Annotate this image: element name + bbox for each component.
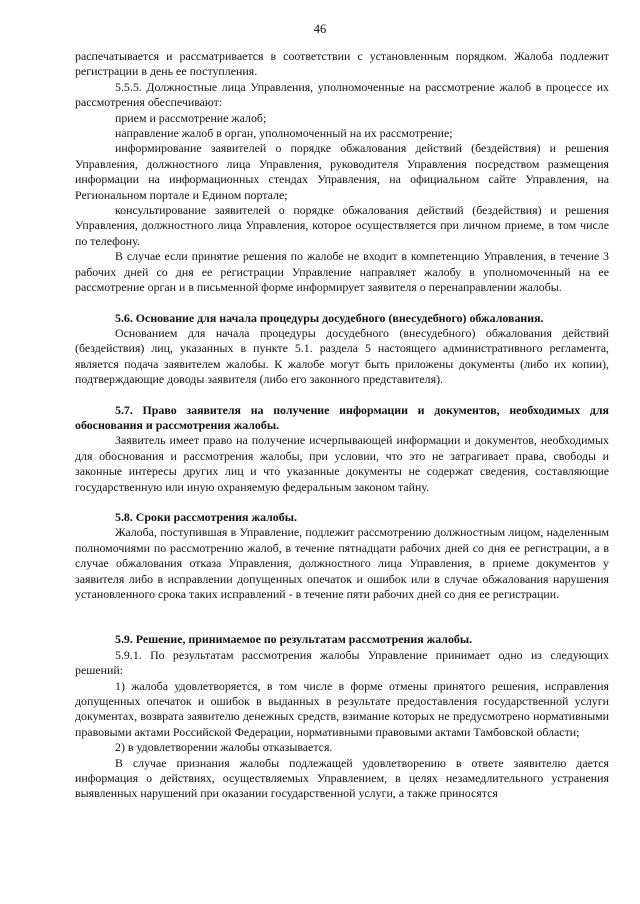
paragraph: направление жалоб в орган, уполномоченный на их рассмотрение; [115, 126, 453, 141]
paragraph: 5.9.1. По результатам рассмотрения жалобы Управление принимает одно из следующих решений: [75, 647, 609, 678]
section-heading: 5.9. Решение, принимаемое по результатам рассмотрения жалобы. [115, 632, 473, 647]
section-heading: 5.6. Основание для начала процедуры досудебного (внесудебного) обжалования. [115, 310, 544, 325]
document-body [75, 49, 609, 802]
section-spacer [75, 296, 609, 311]
paragraph: Основанием для начала процедуры досудебного (внесудебного) обжалования действий (бездействия) лиц, указанных в пункте 5.1. раздела 5 настоящего административного регламента, является подача заявителем жалобы. К жалобе могут быть приложены документы (либо их копии), подтверждающие доводы заявителя (либо его законного представителя). [75, 325, 609, 387]
paragraph: 1) жалоба удовлетворяется, в том числе в форме отмены принятого решения, исправления допущенных опечаток и ошибок в выданных в результате предоставления государственной услуги документах, возврата заявителю денежных средств, взимание которых не предусмотрено нормативными правовыми актами Российской Федерации, нормативными правовыми актами Тамбовской области; [75, 678, 609, 739]
paragraph: Жалоба, поступившая в Управление, подлежит рассмотрению должностным лицом, наделенным полномочиями по рассмотрению жалоб, в течение пятнадцати рабочих дней со дня ее регистрации, а в случае обжалования отказа Управления, должностного лица Управления, в приеме документов у заявителя либо в исправлении допущенных опечаток и ошибок или в случае обжалования нарушения установленного срока таких исправлений - в течение пяти рабочих дней со дня ее регистрации. [75, 525, 609, 601]
page-number: 46 [313, 22, 327, 36]
paragraph: прием и рассмотрение жалоб; [115, 110, 267, 125]
section-spacer [75, 388, 609, 403]
section-spacer [75, 495, 609, 510]
paragraph: консультирование заявителей о порядке обжалования действий (бездействия) и решения Управления, должностного лица Управления, которое осуществляется при личном приеме, в том числе по телефону. [75, 203, 609, 248]
paragraph: 5.5.5. Должностные лица Управления, уполномоченные на рассмотрение жалоб в процессе их рассмотрения обеспечивают: [75, 79, 609, 110]
section-spacer [75, 602, 609, 632]
paragraph: 2) в удовлетворении жалобы отказывается. [115, 740, 333, 755]
section-heading: 5.8. Сроки рассмотрения жалобы. [115, 509, 297, 524]
paragraph: распечатывается и рассматривается в соответствии с установленным порядком. Жалоба подлежит регистрации в день ее поступления. [75, 49, 609, 79]
paragraph: В случае признания жалобы подлежащей удовлетворению в ответе заявителю дается информация о действиях, осуществляемых Управлением, в целях незамедлительного устранения выявленных нарушений при оказании государственной услуги, а также приносятся [75, 755, 609, 801]
paragraph: информирование заявителей о порядке обжалования действий (бездействия) и решения Управления, должностного лица Управления, руководителя Управления посредством размещения информации на информационных стендах Управления, на официальном сайте Управления, на Региональном портале и Едином портале; [75, 141, 609, 202]
section-heading: 5.7. Право заявителя на получение информации и документов, необходимых для обоснования и рассмотрения жалобы. [75, 402, 609, 432]
paragraph: В случае если принятие решения по жалобе не входит в компетенцию Управления, в течение 3 рабочих дней со дня ее регистрации Управление направляет жалобу в уполномоченный на ее рассмотрение орган и в письменной форме информирует заявителя о перенаправлении жалобы. [75, 249, 609, 295]
paragraph: Заявитель имеет право на получение исчерпывающей информации и документов, необходимых для обоснования и рассмотрения жалобы, при условии, что это не затрагивает права, свободы и законные интересы других лиц и что указанные документы не содержат сведения, составляющие государственную или иную охраняемую федеральным законом тайну. [75, 433, 609, 494]
